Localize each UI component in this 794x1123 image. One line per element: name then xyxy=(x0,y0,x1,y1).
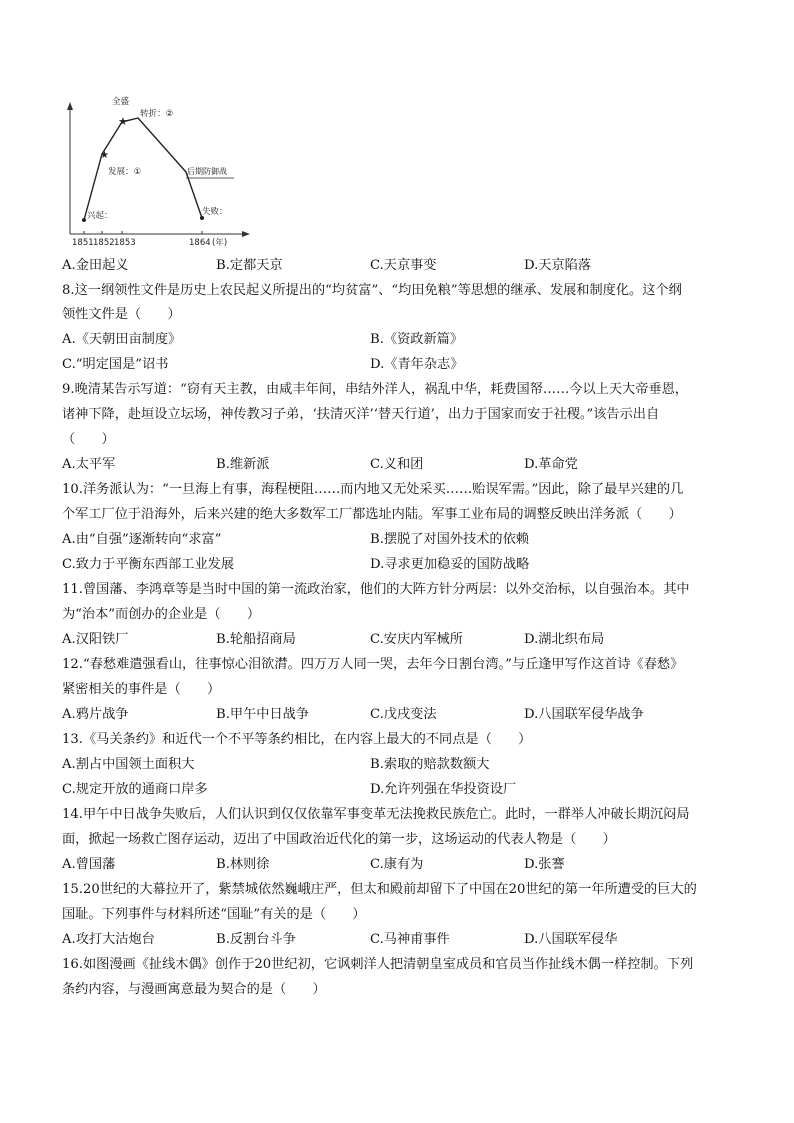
q14-option-b[interactable]: B.林则徐 xyxy=(216,857,270,872)
q12-stem-line-2: 紧密相关的事件是（ ） xyxy=(62,682,221,697)
q12-option-d[interactable]: D.八国联军侵华战争 xyxy=(524,707,644,722)
q8-option-c[interactable]: C.“明定国是”诏书 xyxy=(62,357,169,372)
q9-stem-line-2: 诸神下降，赴垣设立坛场，神传教习子弟，‘扶清灭洋’‘替天行道’，出力于国家而安于社稷。”该告示出自 xyxy=(62,407,660,422)
q11-option-c[interactable]: C.安庆内军械所 xyxy=(370,632,463,647)
q12-option-a[interactable]: A.鸦片战争 xyxy=(62,707,129,722)
label-peak: 全盛 xyxy=(112,97,130,107)
q8-option-a[interactable]: A.《天朝田亩制度》 xyxy=(62,332,182,347)
year-1852: 1852 xyxy=(93,238,115,247)
q9-stem-line-1: 9.晚清某告示写道：“窃有天主教，由咸丰年间，串结外洋人，祸乱中华，耗费国帑……今以上天大帝垂恩， xyxy=(62,382,688,397)
q11-stem-line-1: 11.曾国藩、李鸿章等是当时中国的第一流政治家，他们的大阵方针分两层：以外交治标，以自强治本。其中 xyxy=(62,582,690,597)
q15-option-c[interactable]: C.马神甫事件 xyxy=(370,932,450,947)
q10-stem-line-1: 10.洋务派认为：“一旦海上有事，海程梗阻……而内地又无处采买……贻误军需。”因此，除了最早兴建的几 xyxy=(62,482,684,497)
stage-line-figure xyxy=(62,92,252,247)
q13-option-a[interactable]: A.割占中国领土面积大 xyxy=(62,757,195,772)
taiping-stage-figure xyxy=(62,92,252,247)
q10-option-c[interactable]: C.致力于平衡东西部工业发展 xyxy=(62,557,235,572)
q16-stem-line-1: 16.如图漫画《扯线木偶》创作于20世纪初，它讽刺洋人把清朝皇室成员和官员当作扯线木偶一样控制。下列 xyxy=(62,957,694,972)
rise-point xyxy=(82,218,86,222)
q9-option-d[interactable]: D.革命党 xyxy=(524,457,578,472)
q8-stem-line-2: 领性文件是（ ） xyxy=(62,307,181,322)
q13-option-b[interactable]: B.索取的赔款数额大 xyxy=(370,757,490,772)
stage-curve xyxy=(84,118,202,220)
q8-stem-line-1: 8.这一纲领性文件是历史上农民起义所提出的“均贫富”、“均田免粮”等思想的继承、发展和制度化。这个纲 xyxy=(62,283,682,298)
q8-option-d[interactable]: D.《青年杂志》 xyxy=(370,357,464,372)
q7-option-b[interactable]: B.定都天京 xyxy=(216,258,283,273)
q11-option-a[interactable]: A.汉阳铁厂 xyxy=(62,632,129,647)
q11-option-b[interactable]: B.轮船招商局 xyxy=(216,632,296,647)
q7-option-a[interactable]: A.金田起义 xyxy=(62,258,129,273)
q14-option-c[interactable]: C.康有为 xyxy=(370,857,424,872)
q10-option-a[interactable]: A.由“自强”逐渐转向“求富” xyxy=(62,532,222,547)
q15-option-b[interactable]: B.反割台斗争 xyxy=(216,932,296,947)
year-1853: 1853 xyxy=(114,238,136,247)
q9-stem-line-3: （ ） xyxy=(62,432,115,447)
label-late-defense: 后期防御战 xyxy=(187,167,227,176)
q10-option-b[interactable]: B.摆脱了对国外技术的依赖 xyxy=(370,532,529,547)
q14-stem-line-1: 14.甲午中日战争失败后，人们认识到仅仅依靠军事变革无法挽救民族危亡。此时，一群举人冲破长期沉闷局 xyxy=(62,807,690,822)
q7-option-c[interactable]: C.天京事变 xyxy=(370,258,437,273)
label-develop: 发展：① xyxy=(108,167,142,177)
q13-stem-line-1: 13.《马关条约》和近代一个不平等条约相比，在内容上最大的不同点是（ ） xyxy=(62,732,532,747)
q9-option-c[interactable]: C.义和团 xyxy=(370,457,424,472)
q11-stem-line-2: 为“治本”而创办的企业是（ ） xyxy=(62,607,261,622)
star-1853-icon: ★ xyxy=(118,115,128,128)
q11-option-d[interactable]: D.湖北织布局 xyxy=(524,632,605,647)
q9-option-b[interactable]: B.维新派 xyxy=(216,457,270,472)
q14-option-a[interactable]: A.曾国藩 xyxy=(62,857,116,872)
q8-option-b[interactable]: B.《资政新篇》 xyxy=(370,332,464,347)
year-1851: 1851 xyxy=(72,238,94,247)
q15-option-a[interactable]: A.攻打大沽炮台 xyxy=(62,932,155,947)
label-fail: 失败： xyxy=(202,207,228,217)
q15-option-d[interactable]: D.八国联军侵华 xyxy=(524,932,618,947)
q12-stem-line-1: 12.“春愁难遣强看山，往事惊心泪欲潸。四万万人同一哭，去年今日割台湾。”与丘逢甲写作这首诗《春愁》 xyxy=(62,657,684,672)
q12-option-b[interactable]: B.甲午中日战争 xyxy=(216,707,310,722)
year-unit: (年) xyxy=(212,238,228,247)
star-1852-icon: ★ xyxy=(100,150,109,161)
q10-option-d[interactable]: D.寻求更加稳妥的国防战略 xyxy=(370,557,530,572)
q16-stem-line-2: 条约内容，与漫画寓意最为契合的是（ ） xyxy=(62,982,326,997)
year-1864: 1864 xyxy=(189,238,211,247)
q10-stem-line-2: 个军工厂位于沿海外，后来兴建的绝大多数军工厂都选址内陆。军事工业布局的调整反映出洋务派（ ） xyxy=(62,507,682,522)
label-turn: 转折：② xyxy=(140,109,174,119)
q9-option-a[interactable]: A.太平军 xyxy=(62,457,116,472)
q15-stem-line-2: 国耻。下列事件与材料所述“国耻”有关的是（ ） xyxy=(62,907,366,922)
q14-stem-line-2: 面，掀起一场救亡图存运动，迈出了中国政治近代化的第一步，这场运动的代表人物是（ ） xyxy=(62,832,616,847)
q14-option-d[interactable]: D.张謇 xyxy=(524,857,565,872)
x-axis-arrow-icon xyxy=(242,231,250,237)
label-rise: 兴起： xyxy=(87,211,113,221)
y-axis-arrow-icon xyxy=(67,102,73,110)
q15-stem-line-1: 15.20世纪的大幕拉开了，紫禁城依然巍峨庄严，但太和殿前却留下了中国在20世纪的第一年所遭受的巨大的 xyxy=(62,882,697,897)
q12-option-c[interactable]: C.戊戌变法 xyxy=(370,707,437,722)
q13-option-d[interactable]: D.允许列强在华投资设厂 xyxy=(370,782,517,797)
q13-option-c[interactable]: C.规定开放的通商口岸多 xyxy=(62,782,208,797)
q7-option-d[interactable]: D.天京陷落 xyxy=(524,258,592,273)
